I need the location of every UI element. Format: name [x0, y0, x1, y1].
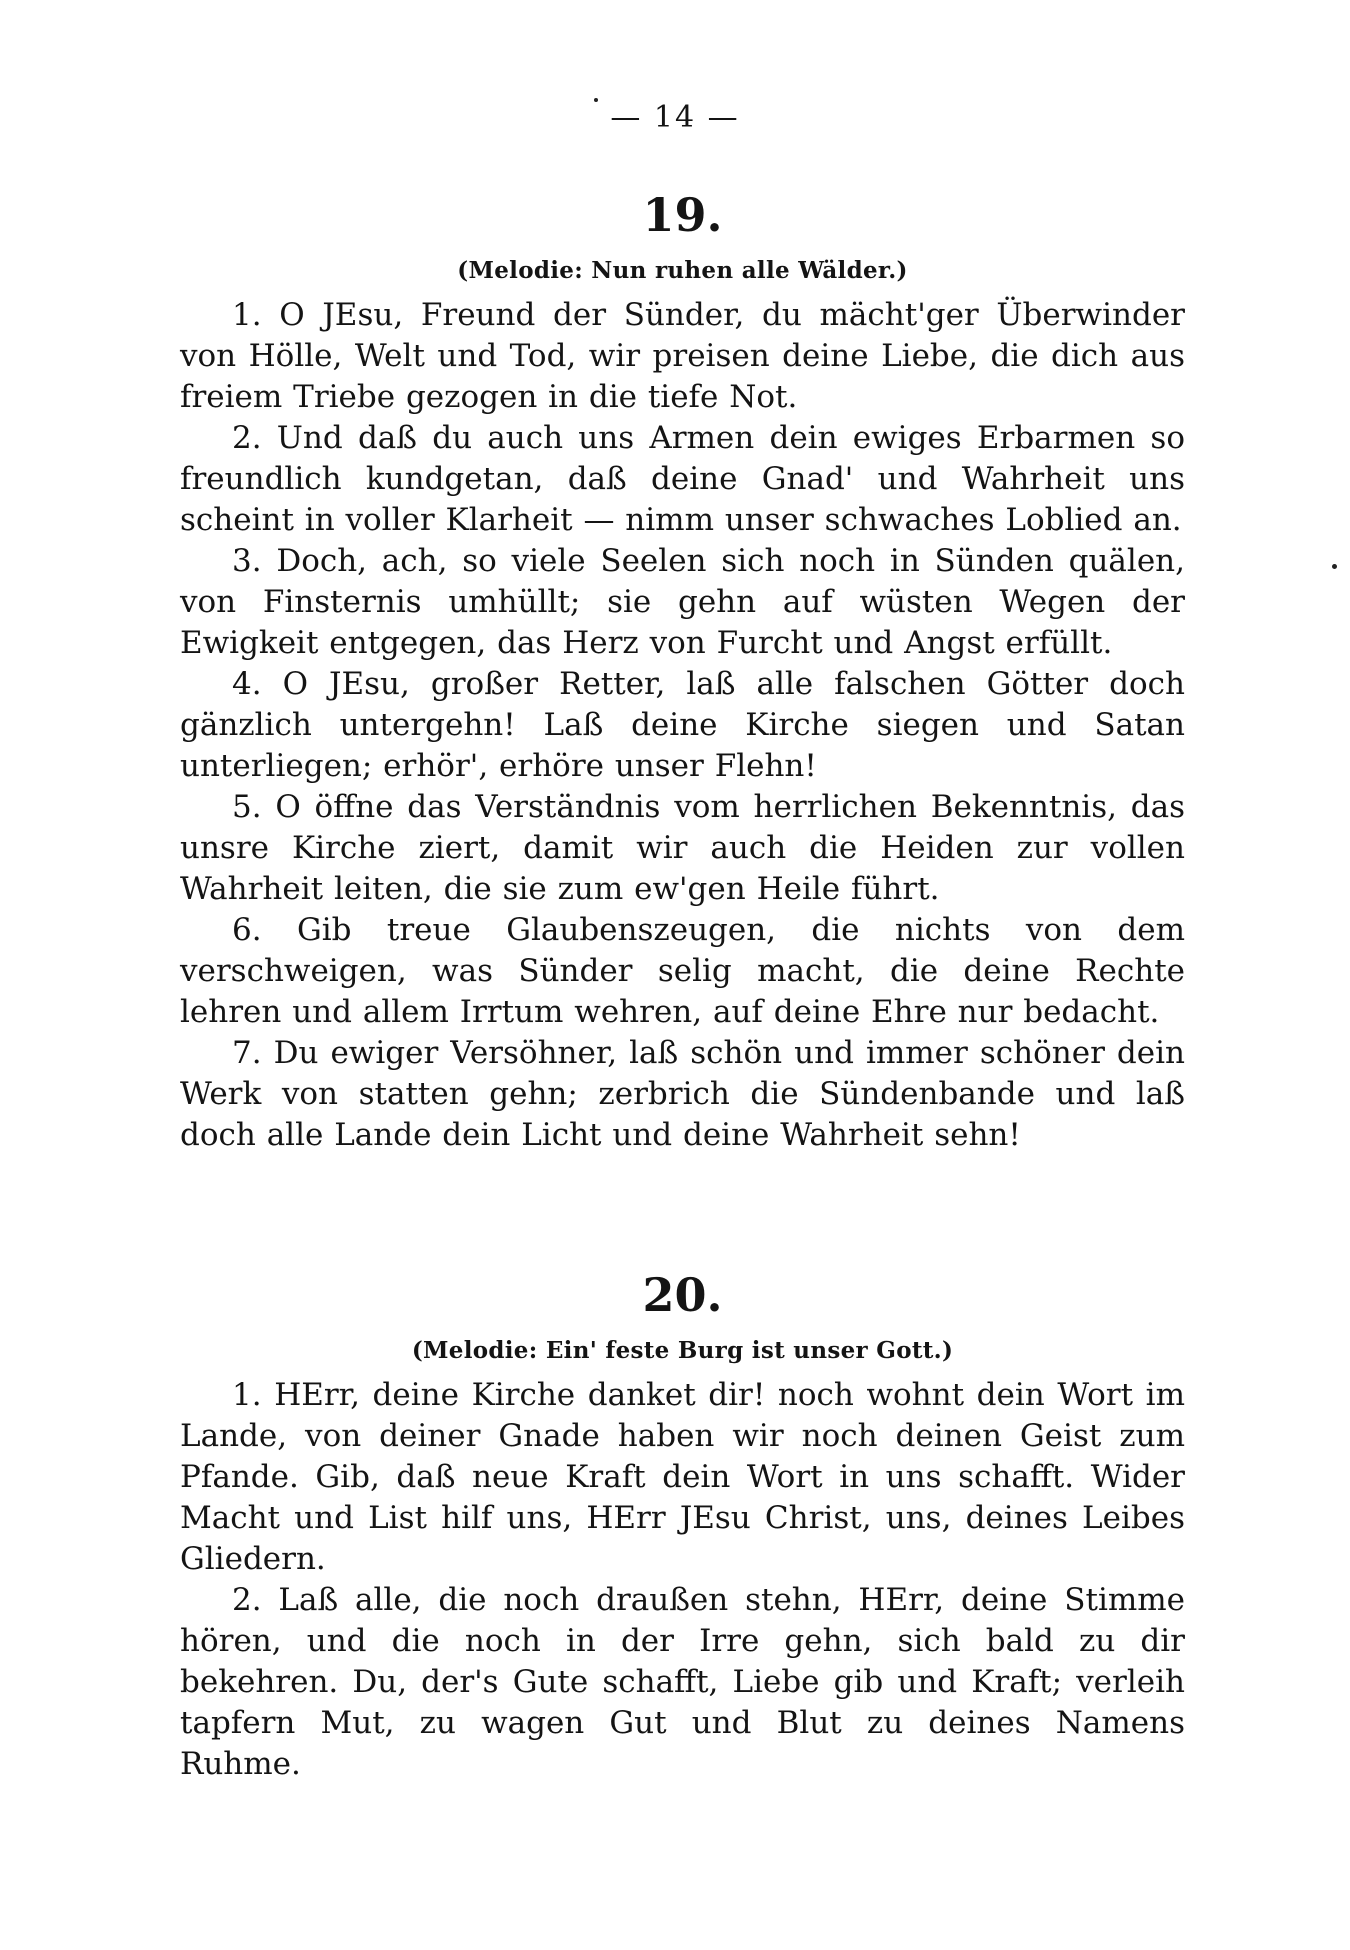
verse-2: 2. Und daß du auch uns Armen dein ewiges Erbarmen so freundlich kundgetan, daß deine Gnad' und Wahrheit uns scheint in voller Klarheit — nimm unser schwaches Loblied an.: [180, 420, 1185, 538]
hymn-number: 19.: [642, 188, 723, 242]
print-speck: [1332, 564, 1337, 569]
verse-2: 2. Laß alle, die noch draußen stehn, HErr, deine Stimme hören, und die noch in der Irre gehn, sich bald zu dir bekehren. Du, der's Gute schafft, Liebe gib und Kraft; verleih tapfern Mut, zu wagen Gut und Blut zu deines Namens Ruhme.: [180, 1582, 1185, 1782]
hymn-19: [180, 185, 1185, 1156]
verse-1: 1. HErr, deine Kirche danket dir! noch wohnt dein Wort im Lande, von deiner Gnade haben wir noch deinen Geist zum Pfande. Gib, daß neue Kraft dein Wort in uns schafft. Wider Macht und List hilf uns, HErr JEsu Christ, uns, deines Leibes Gliedern.: [180, 1377, 1185, 1577]
verse-4: 4. O JEsu, großer Retter, laß alle falschen Götter doch gänzlich untergehn! Laß deine Kirche siegen und Satan unterliegen; erhör', erhöre unser Flehn!: [180, 666, 1185, 784]
hymn-20: [180, 1265, 1185, 1785]
verse-5: 5. O öffne das Verständnis vom herrlichen Bekenntnis, das unsre Kirche ziert, damit wir auch die Heiden zur vollen Wahrheit leiten, die sie zum ew'gen Heile führt.: [180, 789, 1185, 907]
hymn-melody: (Melodie: Nun ruhen alle Wälder.): [457, 257, 908, 284]
verse-7: 7. Du ewiger Versöhner, laß schön und immer schöner dein Werk von statten gehn; zerbrich die Sündenbande und laß doch alle Lande dein Licht und deine Wahrheit sehn!: [180, 1035, 1185, 1153]
print-speck: [594, 98, 598, 102]
verse-3: 3. Doch, ach, so viele Seelen sich noch in Sünden quälen, von Finsternis umhüllt; sie gehn auf wüsten Wegen der Ewigkeit entgegen, das Herz von Furcht und Angst erfüllt.: [180, 543, 1185, 661]
hymn-melody: (Melodie: Ein' feste Burg ist unser Gott.): [411, 1337, 954, 1364]
page-number: — 14 —: [610, 100, 740, 135]
verse-1: 1. O JEsu, Freund der Sünder, du mächt'ger Überwinder von Hölle, Welt und Tod, wir preisen deine Liebe, die dich aus freiem Triebe gezogen in die tiefe Not.: [180, 297, 1185, 415]
hymn-number: 20.: [642, 1268, 723, 1322]
verse-6: 6. Gib treue Glaubenszeugen, die nichts von dem verschweigen, was Sünder selig macht, die deine Rechte lehren und allem Irrtum wehren, auf deine Ehre nur bedacht.: [180, 912, 1185, 1030]
